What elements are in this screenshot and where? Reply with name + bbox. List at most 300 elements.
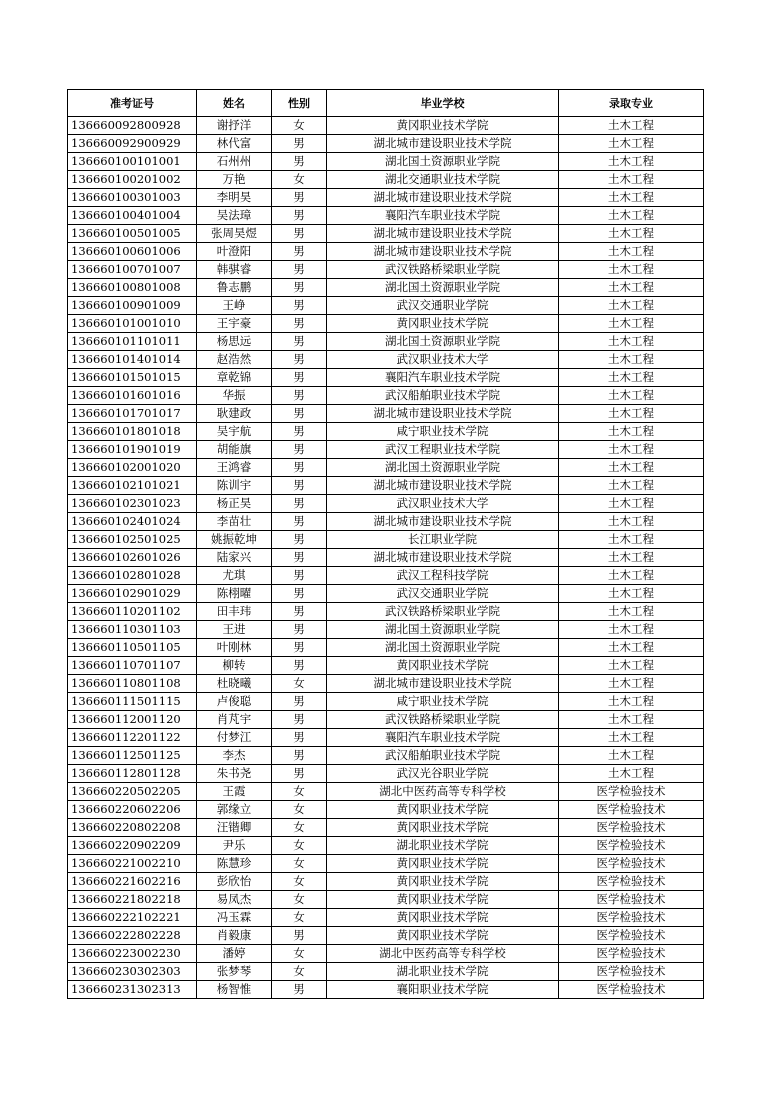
gender-cell: 男 xyxy=(272,585,327,603)
table-row xyxy=(68,243,704,261)
exam-id-cell: 136660102001020 xyxy=(68,459,197,477)
major-cell: 土木工程 xyxy=(559,441,704,459)
school-cell: 湖北城市建设职业技术学院 xyxy=(327,243,559,261)
name-cell: 易凤杰 xyxy=(197,891,272,909)
exam-id-cell: 136660102101021 xyxy=(68,477,197,495)
school-cell: 襄阳职业技术学院 xyxy=(327,981,559,999)
table-row xyxy=(68,135,704,153)
major-cell: 土木工程 xyxy=(559,639,704,657)
school-cell: 黄冈职业技术学院 xyxy=(327,117,559,135)
name-cell: 汪锴卿 xyxy=(197,819,272,837)
school-cell: 武汉船舶职业技术学院 xyxy=(327,387,559,405)
major-cell: 医学检验技术 xyxy=(559,963,704,981)
school-cell: 湖北城市建设职业技术学院 xyxy=(327,135,559,153)
gender-cell: 女 xyxy=(272,945,327,963)
gender-cell: 男 xyxy=(272,297,327,315)
school-cell: 黄冈职业技术学院 xyxy=(327,873,559,891)
exam-id-cell: 136660101001010 xyxy=(68,315,197,333)
school-cell: 湖北国土资源职业学院 xyxy=(327,621,559,639)
major-cell: 土木工程 xyxy=(559,207,704,225)
exam-id-cell: 136660220502205 xyxy=(68,783,197,801)
exam-id-cell: 136660110701107 xyxy=(68,657,197,675)
school-cell: 武汉工程职业技术学院 xyxy=(327,441,559,459)
exam-id-cell: 136660112001120 xyxy=(68,711,197,729)
major-cell: 土木工程 xyxy=(559,711,704,729)
table-row xyxy=(68,981,704,999)
name-cell: 吴法璋 xyxy=(197,207,272,225)
major-cell: 医学检验技术 xyxy=(559,927,704,945)
table-row xyxy=(68,297,704,315)
header-gender: 性别 xyxy=(272,90,327,117)
name-cell: 王宇豪 xyxy=(197,315,272,333)
gender-cell: 男 xyxy=(272,729,327,747)
gender-cell: 男 xyxy=(272,603,327,621)
school-cell: 咸宁职业技术学院 xyxy=(327,423,559,441)
major-cell: 医学检验技术 xyxy=(559,855,704,873)
major-cell: 医学检验技术 xyxy=(559,945,704,963)
table-row xyxy=(68,261,704,279)
gender-cell: 女 xyxy=(272,801,327,819)
gender-cell: 男 xyxy=(272,243,327,261)
gender-cell: 男 xyxy=(272,315,327,333)
major-cell: 土木工程 xyxy=(559,333,704,351)
table-row xyxy=(68,531,704,549)
major-cell: 土木工程 xyxy=(559,117,704,135)
major-cell: 医学检验技术 xyxy=(559,909,704,927)
exam-id-cell: 136660222802228 xyxy=(68,927,197,945)
school-cell: 武汉铁路桥梁职业学院 xyxy=(327,711,559,729)
exam-id-cell: 136660220602206 xyxy=(68,801,197,819)
exam-id-cell: 136660101401014 xyxy=(68,351,197,369)
gender-cell: 男 xyxy=(272,531,327,549)
name-cell: 李杰 xyxy=(197,747,272,765)
table-row xyxy=(68,855,704,873)
major-cell: 土木工程 xyxy=(559,153,704,171)
gender-cell: 女 xyxy=(272,891,327,909)
table-row xyxy=(68,207,704,225)
table-row xyxy=(68,693,704,711)
gender-cell: 男 xyxy=(272,405,327,423)
school-cell: 咸宁职业技术学院 xyxy=(327,693,559,711)
name-cell: 华振 xyxy=(197,387,272,405)
exam-id-cell: 136660112501125 xyxy=(68,747,197,765)
name-cell: 谢抒洋 xyxy=(197,117,272,135)
school-cell: 襄阳汽车职业技术学院 xyxy=(327,369,559,387)
table-row xyxy=(68,369,704,387)
exam-id-cell: 136660100201002 xyxy=(68,171,197,189)
name-cell: 姚振乾坤 xyxy=(197,531,272,549)
major-cell: 医学检验技术 xyxy=(559,837,704,855)
gender-cell: 女 xyxy=(272,783,327,801)
gender-cell: 男 xyxy=(272,369,327,387)
exam-id-cell: 136660102901029 xyxy=(68,585,197,603)
major-cell: 土木工程 xyxy=(559,675,704,693)
school-cell: 武汉职业技术大学 xyxy=(327,495,559,513)
name-cell: 陈训宇 xyxy=(197,477,272,495)
table-row xyxy=(68,513,704,531)
exam-id-cell: 136660221802218 xyxy=(68,891,197,909)
header-school: 毕业学校 xyxy=(327,90,559,117)
table-row xyxy=(68,639,704,657)
table-header-row xyxy=(68,90,704,117)
name-cell: 付梦江 xyxy=(197,729,272,747)
exam-id-cell: 136660100601006 xyxy=(68,243,197,261)
major-cell: 土木工程 xyxy=(559,171,704,189)
exam-id-cell: 136660221002210 xyxy=(68,855,197,873)
school-cell: 黄冈职业技术学院 xyxy=(327,891,559,909)
major-cell: 医学检验技术 xyxy=(559,801,704,819)
exam-id-cell: 136660110301103 xyxy=(68,621,197,639)
gender-cell: 男 xyxy=(272,981,327,999)
exam-id-cell: 136660231302313 xyxy=(68,981,197,999)
gender-cell: 男 xyxy=(272,135,327,153)
gender-cell: 男 xyxy=(272,513,327,531)
major-cell: 土木工程 xyxy=(559,405,704,423)
table-row xyxy=(68,171,704,189)
name-cell: 王鸿睿 xyxy=(197,459,272,477)
gender-cell: 女 xyxy=(272,819,327,837)
major-cell: 土木工程 xyxy=(559,513,704,531)
school-cell: 武汉职业技术大学 xyxy=(327,351,559,369)
name-cell: 陈慧珍 xyxy=(197,855,272,873)
major-cell: 土木工程 xyxy=(559,243,704,261)
name-cell: 潘婷 xyxy=(197,945,272,963)
school-cell: 武汉光谷职业学院 xyxy=(327,765,559,783)
major-cell: 医学检验技术 xyxy=(559,891,704,909)
table-row xyxy=(68,423,704,441)
name-cell: 彭欣怡 xyxy=(197,873,272,891)
gender-cell: 男 xyxy=(272,567,327,585)
name-cell: 王进 xyxy=(197,621,272,639)
table-row xyxy=(68,549,704,567)
school-cell: 湖北城市建设职业技术学院 xyxy=(327,477,559,495)
gender-cell: 男 xyxy=(272,927,327,945)
school-cell: 湖北城市建设职业技术学院 xyxy=(327,549,559,567)
school-cell: 武汉铁路桥梁职业学院 xyxy=(327,261,559,279)
name-cell: 胡能旗 xyxy=(197,441,272,459)
name-cell: 尤琪 xyxy=(197,567,272,585)
school-cell: 武汉铁路桥梁职业学院 xyxy=(327,603,559,621)
name-cell: 冯玉霖 xyxy=(197,909,272,927)
name-cell: 鲁志鹏 xyxy=(197,279,272,297)
name-cell: 陆家兴 xyxy=(197,549,272,567)
name-cell: 杨智惟 xyxy=(197,981,272,999)
gender-cell: 男 xyxy=(272,225,327,243)
gender-cell: 男 xyxy=(272,279,327,297)
table-row xyxy=(68,477,704,495)
major-cell: 土木工程 xyxy=(559,315,704,333)
gender-cell: 男 xyxy=(272,189,327,207)
school-cell: 武汉交通职业学院 xyxy=(327,297,559,315)
exam-id-cell: 136660101901019 xyxy=(68,441,197,459)
name-cell: 耿建政 xyxy=(197,405,272,423)
major-cell: 医学检验技术 xyxy=(559,981,704,999)
table-row xyxy=(68,495,704,513)
major-cell: 医学检验技术 xyxy=(559,819,704,837)
school-cell: 武汉交通职业学院 xyxy=(327,585,559,603)
exam-id-cell: 136660100801008 xyxy=(68,279,197,297)
gender-cell: 女 xyxy=(272,855,327,873)
name-cell: 石州州 xyxy=(197,153,272,171)
school-cell: 湖北交通职业技术学院 xyxy=(327,171,559,189)
school-cell: 湖北城市建设职业技术学院 xyxy=(327,513,559,531)
name-cell: 张周昊煜 xyxy=(197,225,272,243)
exam-id-cell: 136660101101011 xyxy=(68,333,197,351)
school-cell: 湖北城市建设职业技术学院 xyxy=(327,225,559,243)
exam-id-cell: 136660230302303 xyxy=(68,963,197,981)
major-cell: 土木工程 xyxy=(559,567,704,585)
exam-id-cell: 136660222102221 xyxy=(68,909,197,927)
table-body xyxy=(68,117,704,999)
school-cell: 黄冈职业技术学院 xyxy=(327,315,559,333)
school-cell: 黄冈职业技术学院 xyxy=(327,855,559,873)
table-row xyxy=(68,783,704,801)
school-cell: 襄阳汽车职业技术学院 xyxy=(327,207,559,225)
major-cell: 土木工程 xyxy=(559,135,704,153)
major-cell: 土木工程 xyxy=(559,729,704,747)
table-row xyxy=(68,927,704,945)
table-row xyxy=(68,657,704,675)
major-cell: 土木工程 xyxy=(559,765,704,783)
name-cell: 章乾锦 xyxy=(197,369,272,387)
exam-id-cell: 136660092900929 xyxy=(68,135,197,153)
major-cell: 土木工程 xyxy=(559,747,704,765)
exam-id-cell: 136660220802208 xyxy=(68,819,197,837)
school-cell: 襄阳汽车职业技术学院 xyxy=(327,729,559,747)
table-row xyxy=(68,333,704,351)
major-cell: 土木工程 xyxy=(559,477,704,495)
exam-id-cell: 136660112201122 xyxy=(68,729,197,747)
name-cell: 田丰玮 xyxy=(197,603,272,621)
gender-cell: 男 xyxy=(272,495,327,513)
table-row xyxy=(68,801,704,819)
gender-cell: 男 xyxy=(272,207,327,225)
school-cell: 湖北国土资源职业学院 xyxy=(327,279,559,297)
header-exam-id: 准考证号 xyxy=(68,90,197,117)
gender-cell: 男 xyxy=(272,639,327,657)
school-cell: 黄冈职业技术学院 xyxy=(327,927,559,945)
major-cell: 土木工程 xyxy=(559,351,704,369)
major-cell: 土木工程 xyxy=(559,495,704,513)
table-row xyxy=(68,351,704,369)
table-row xyxy=(68,459,704,477)
gender-cell: 男 xyxy=(272,693,327,711)
name-cell: 杨思远 xyxy=(197,333,272,351)
name-cell: 李明昊 xyxy=(197,189,272,207)
major-cell: 土木工程 xyxy=(559,261,704,279)
table-row xyxy=(68,567,704,585)
name-cell: 林代富 xyxy=(197,135,272,153)
name-cell: 柳转 xyxy=(197,657,272,675)
major-cell: 土木工程 xyxy=(559,423,704,441)
exam-id-cell: 136660092800928 xyxy=(68,117,197,135)
table-row xyxy=(68,891,704,909)
table-row xyxy=(68,603,704,621)
name-cell: 郭缘立 xyxy=(197,801,272,819)
name-cell: 张梦琴 xyxy=(197,963,272,981)
name-cell: 陈栩曜 xyxy=(197,585,272,603)
gender-cell: 男 xyxy=(272,459,327,477)
table-row xyxy=(68,585,704,603)
table-row xyxy=(68,189,704,207)
gender-cell: 女 xyxy=(272,117,327,135)
major-cell: 土木工程 xyxy=(559,369,704,387)
name-cell: 杨正昊 xyxy=(197,495,272,513)
school-cell: 湖北城市建设职业技术学院 xyxy=(327,675,559,693)
school-cell: 湖北职业技术学院 xyxy=(327,837,559,855)
school-cell: 武汉工程科技学院 xyxy=(327,567,559,585)
exam-id-cell: 136660100701007 xyxy=(68,261,197,279)
major-cell: 医学检验技术 xyxy=(559,783,704,801)
table-row xyxy=(68,837,704,855)
major-cell: 土木工程 xyxy=(559,585,704,603)
gender-cell: 男 xyxy=(272,765,327,783)
major-cell: 土木工程 xyxy=(559,189,704,207)
major-cell: 土木工程 xyxy=(559,279,704,297)
major-cell: 土木工程 xyxy=(559,621,704,639)
gender-cell: 女 xyxy=(272,837,327,855)
table-row xyxy=(68,945,704,963)
name-cell: 赵浩然 xyxy=(197,351,272,369)
table-row xyxy=(68,387,704,405)
gender-cell: 男 xyxy=(272,477,327,495)
major-cell: 土木工程 xyxy=(559,225,704,243)
table-row xyxy=(68,405,704,423)
gender-cell: 男 xyxy=(272,549,327,567)
table-row xyxy=(68,153,704,171)
major-cell: 土木工程 xyxy=(559,387,704,405)
major-cell: 土木工程 xyxy=(559,603,704,621)
table-row xyxy=(68,747,704,765)
exam-id-cell: 136660101701017 xyxy=(68,405,197,423)
table-row xyxy=(68,117,704,135)
name-cell: 叶澄阳 xyxy=(197,243,272,261)
school-cell: 湖北中医药高等专科学校 xyxy=(327,783,559,801)
table-row xyxy=(68,873,704,891)
exam-id-cell: 136660110501105 xyxy=(68,639,197,657)
name-cell: 杜晓曦 xyxy=(197,675,272,693)
major-cell: 土木工程 xyxy=(559,297,704,315)
gender-cell: 男 xyxy=(272,333,327,351)
school-cell: 湖北城市建设职业技术学院 xyxy=(327,405,559,423)
exam-id-cell: 136660100301003 xyxy=(68,189,197,207)
name-cell: 万艳 xyxy=(197,171,272,189)
exam-id-cell: 136660102301023 xyxy=(68,495,197,513)
name-cell: 王峥 xyxy=(197,297,272,315)
table-row xyxy=(68,315,704,333)
school-cell: 湖北国土资源职业学院 xyxy=(327,639,559,657)
gender-cell: 男 xyxy=(272,387,327,405)
table-row xyxy=(68,621,704,639)
school-cell: 湖北国土资源职业学院 xyxy=(327,333,559,351)
exam-id-cell: 136660102401024 xyxy=(68,513,197,531)
table-row xyxy=(68,819,704,837)
table-row xyxy=(68,279,704,297)
major-cell: 土木工程 xyxy=(559,531,704,549)
gender-cell: 男 xyxy=(272,621,327,639)
exam-id-cell: 136660101801018 xyxy=(68,423,197,441)
school-cell: 湖北中医药高等专科学校 xyxy=(327,945,559,963)
exam-id-cell: 136660101501015 xyxy=(68,369,197,387)
gender-cell: 男 xyxy=(272,153,327,171)
exam-id-cell: 136660100401004 xyxy=(68,207,197,225)
school-cell: 黄冈职业技术学院 xyxy=(327,819,559,837)
major-cell: 土木工程 xyxy=(559,657,704,675)
exam-id-cell: 136660100101001 xyxy=(68,153,197,171)
name-cell: 尹乐 xyxy=(197,837,272,855)
name-cell: 肖芃宇 xyxy=(197,711,272,729)
major-cell: 土木工程 xyxy=(559,549,704,567)
table-row xyxy=(68,909,704,927)
school-cell: 黄冈职业技术学院 xyxy=(327,909,559,927)
exam-id-cell: 136660102601026 xyxy=(68,549,197,567)
gender-cell: 男 xyxy=(272,441,327,459)
table-row xyxy=(68,963,704,981)
name-cell: 卢俊聪 xyxy=(197,693,272,711)
gender-cell: 男 xyxy=(272,261,327,279)
school-cell: 湖北城市建设职业技术学院 xyxy=(327,189,559,207)
name-cell: 朱书尧 xyxy=(197,765,272,783)
school-cell: 湖北国土资源职业学院 xyxy=(327,459,559,477)
table-row xyxy=(68,441,704,459)
exam-id-cell: 136660110801108 xyxy=(68,675,197,693)
exam-id-cell: 136660101601016 xyxy=(68,387,197,405)
exam-id-cell: 136660102501025 xyxy=(68,531,197,549)
school-cell: 长江职业学院 xyxy=(327,531,559,549)
school-cell: 湖北国土资源职业学院 xyxy=(327,153,559,171)
exam-id-cell: 136660110201102 xyxy=(68,603,197,621)
name-cell: 肖毅康 xyxy=(197,927,272,945)
gender-cell: 男 xyxy=(272,657,327,675)
school-cell: 黄冈职业技术学院 xyxy=(327,801,559,819)
gender-cell: 男 xyxy=(272,351,327,369)
name-cell: 李苗壮 xyxy=(197,513,272,531)
major-cell: 土木工程 xyxy=(559,459,704,477)
table-row xyxy=(68,765,704,783)
name-cell: 叶刚林 xyxy=(197,639,272,657)
exam-id-cell: 136660102801028 xyxy=(68,567,197,585)
gender-cell: 女 xyxy=(272,675,327,693)
exam-id-cell: 136660221602216 xyxy=(68,873,197,891)
gender-cell: 男 xyxy=(272,747,327,765)
school-cell: 湖北职业技术学院 xyxy=(327,963,559,981)
exam-id-cell: 136660100501005 xyxy=(68,225,197,243)
gender-cell: 男 xyxy=(272,423,327,441)
table-row xyxy=(68,225,704,243)
exam-id-cell: 136660112801128 xyxy=(68,765,197,783)
header-name: 姓名 xyxy=(197,90,272,117)
table-row xyxy=(68,711,704,729)
gender-cell: 女 xyxy=(272,171,327,189)
name-cell: 吴宇航 xyxy=(197,423,272,441)
name-cell: 王霞 xyxy=(197,783,272,801)
table-row xyxy=(68,729,704,747)
school-cell: 武汉船舶职业技术学院 xyxy=(327,747,559,765)
exam-id-cell: 136660223002230 xyxy=(68,945,197,963)
gender-cell: 女 xyxy=(272,963,327,981)
exam-id-cell: 136660111501115 xyxy=(68,693,197,711)
major-cell: 医学检验技术 xyxy=(559,873,704,891)
school-cell: 黄冈职业技术学院 xyxy=(327,657,559,675)
table-row xyxy=(68,675,704,693)
exam-id-cell: 136660100901009 xyxy=(68,297,197,315)
major-cell: 土木工程 xyxy=(559,693,704,711)
gender-cell: 男 xyxy=(272,711,327,729)
header-major: 录取专业 xyxy=(559,90,704,117)
admission-table xyxy=(67,89,704,999)
name-cell: 韩骐睿 xyxy=(197,261,272,279)
gender-cell: 女 xyxy=(272,873,327,891)
